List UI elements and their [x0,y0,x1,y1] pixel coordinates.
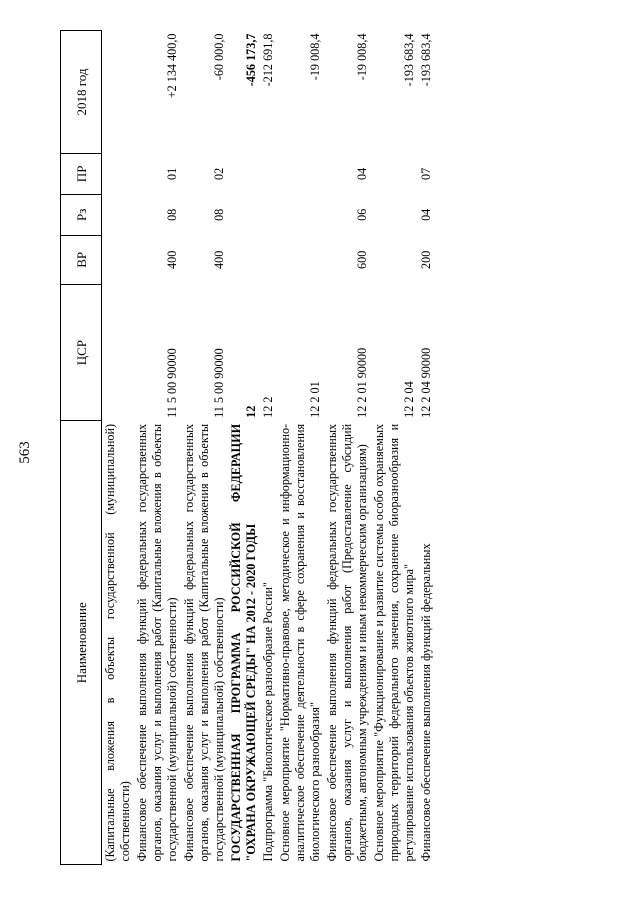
row-name: Основное мероприятие "Нормативно-правовое, методическое и информационно-аналитическое обеспечение деятельности в сфере сохранения и восстановления биологического разнообразия" [278,423,322,862]
row-csr: 12 [244,405,258,418]
budget-table [60,30,435,865]
row-rz [260,194,277,235]
table-header-row [61,31,102,865]
row-pr: 04 [355,167,369,180]
row-amount: -60 000,0 [212,33,226,81]
row-vr [260,235,277,284]
header-csr: ЦСР [61,284,102,420]
row-name: Основное мероприятие "Функционирование и развитие системы особо охраняемых природных территорий федерального значения, сохранение биоразнообразия и регулирование использования объектов животного мира" [372,423,416,862]
table-row [371,31,418,865]
row-amount: -19 008,4 [308,33,322,81]
row-pr [277,153,324,194]
row-vr [102,235,135,284]
row-csr: 12 2 01 [308,381,322,418]
row-amount: -193 683,4 [402,33,416,87]
table-row [277,31,324,865]
row-name: ГОСУДАРСТВЕННАЯ ПРОГРАММА РОССИЙСКОЙ ФЕДЕРАЦИИ "ОХРАНА ОКРУЖАЮЩЕЙ СРЕДЫ" НА 2012 - 2020 ГОДЫ [229,423,258,862]
row-rz: 08 [165,208,179,221]
row-vr [371,235,418,284]
row-pr: 02 [212,167,226,180]
row-vr: 400 [165,250,179,269]
row-name: Финансовое обеспечение выполнения функций федеральных [419,543,433,862]
row-rz [277,194,324,235]
row-csr: 11 5 00 90000 [212,348,226,418]
row-pr [228,153,260,194]
row-pr: 01 [165,167,179,180]
row-pr: 07 [419,167,433,180]
table-row [260,31,277,865]
row-rz: 04 [419,208,433,221]
row-amount: -212 691,8 [261,33,275,87]
row-vr [228,235,260,284]
row-name: (Капитальные вложения в объекты государственной (муниципальной) собственности) [103,423,132,862]
row-amount [102,31,135,154]
table-row [228,31,260,865]
row-name: Подпрограмма "Биологическое разнообразие России" [261,582,275,862]
header-rz: Рз [61,194,102,235]
row-pr [371,153,418,194]
row-csr: 12 2 04 [402,381,416,418]
row-rz [228,194,260,235]
row-csr [102,284,135,420]
row-amount: -193 683,4 [419,33,433,87]
row-pr [260,153,277,194]
table-row [181,31,228,865]
row-amount: +2 134 400,0 [165,33,179,99]
header-year: 2018 год [61,31,102,154]
row-name: Финансовое обеспечение выполнения функций федеральных государственных органов, оказания услуг и выполнения работ (Капитальные вложения в объекты государственной (муниципальной) собственности) [135,423,179,862]
page-number: 563 [17,441,33,464]
header-vr: ВР [61,235,102,284]
header-pr: ПР [61,153,102,194]
row-csr: 12 2 01 90000 [355,347,369,418]
row-csr: 12 2 [261,396,275,418]
table-row [134,31,181,865]
row-rz [102,194,135,235]
row-vr: 200 [419,250,433,269]
row-vr: 400 [212,250,226,269]
row-csr: 11 5 00 90000 [165,348,179,418]
row-name: Финансовое обеспечение выполнения функций федеральных государственных органов, оказания услуг и выполнения работ (Предоставление субсидий бюджетным, автономным учреждениям и иным некоммерческим организациям) [325,423,369,862]
row-name: Финансовое обеспечение выполнения функций федеральных государственных органов, оказания услуг и выполнения работ (Капитальные вложения в объекты государственной (муниципальной) собственности) [182,423,226,862]
row-amount: -19 008,4 [355,33,369,81]
row-rz [371,194,418,235]
row-vr: 600 [355,250,369,269]
header-name: Наименование [61,421,102,865]
row-rz: 08 [212,208,226,221]
row-amount: -456 173,7 [244,33,258,87]
row-pr [102,153,135,194]
table-row [324,31,371,865]
row-vr [277,235,324,284]
row-csr: 12 2 04 90000 [419,347,433,418]
row-rz: 06 [355,208,369,221]
table-row [102,31,135,865]
table-row [418,31,435,865]
